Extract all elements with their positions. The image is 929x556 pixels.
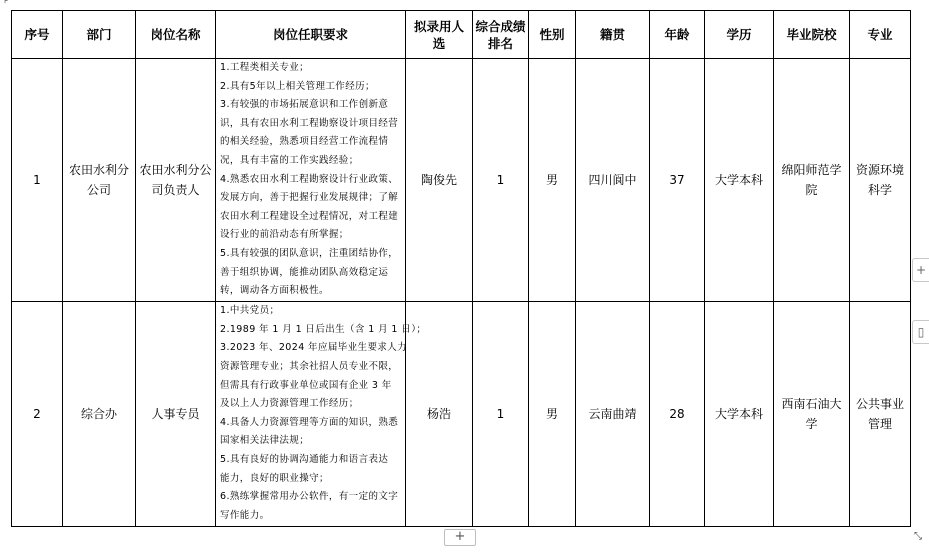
requirement-line: 5.具有良好的协调沟通能力和语言表达 [220,453,389,465]
requirement-line: 设行业的前沿动态有所掌握； [220,229,349,241]
cell-department[interactable]: 综合办 [63,301,136,526]
cell-school[interactable]: 西南石油大学 [774,301,850,526]
requirement-line: 3.有较强的市场拓展意识和工作创新意 [220,99,389,111]
header-index: 序号 [12,11,63,59]
cell-requirements[interactable] [216,301,427,526]
requirement-line: 6.熟练掌握常用办公软件，有一定的文字 [220,491,399,503]
header-hometown: 籍贯 [576,11,650,59]
requirement-line: 农田水利工程建设全过程情况，对工程建 [220,210,399,222]
requirement-line: 发展方向，善于把握行业发展规律；了解 [220,192,399,204]
header-rank: 综合成绩排名 [473,11,529,59]
cell-age[interactable]: 37 [650,59,705,302]
table-row [12,59,911,302]
requirement-line: 1.工程类相关专业； [220,62,310,73]
cell-education[interactable]: 大学本科 [705,301,774,526]
requirement-line: 况，具有丰富的工作实践经验； [220,154,359,166]
requirement-line: 转，调动各方面积极性。 [220,285,329,297]
table-resize-icon[interactable]: ⤡ [914,531,922,542]
header-requirements: 岗位任职要求 [216,11,406,59]
header-department: 部门 [63,11,136,59]
cell-school[interactable]: 绵阳师范学院 [774,59,850,302]
cell-rank[interactable]: 1 [473,59,529,302]
clipboard-icon[interactable]: ▯ [912,320,929,344]
header-gender: 性别 [529,11,576,59]
header-school: 毕业院校 [774,11,850,59]
cell-hometown[interactable]: 四川阆中 [576,59,650,302]
cell-major[interactable]: 资源环境科学 [850,59,911,302]
cell-position[interactable]: 人事专员 [136,301,216,526]
cell-candidate[interactable]: 陶俊先 [406,59,473,302]
header-candidate: 拟录用人选 [406,11,473,59]
requirement-line: 1.中共党员； [220,305,280,317]
cell-gender[interactable]: 男 [529,301,576,526]
requirement-line: 2.具有5年以上相关管理工作经历； [220,80,375,92]
requirement-line: 善于组织协调，能推动团队高效稳定运 [220,266,389,278]
requirement-line: 能力，良好的职业操守； [220,472,329,484]
requirement-line: 及以上人力资源管理工作经历； [220,398,359,410]
cell-rank[interactable]: 1 [473,301,529,526]
cell-age[interactable]: 28 [650,301,705,526]
requirement-line: 但需具有行政事业单位或国有企业 3 年 [220,379,392,391]
header-major: 专业 [850,11,911,59]
requirement-line: 的相关经验，熟悉项目经营工作流程情 [220,136,389,148]
requirement-line: 识，具有农田水利工程勘察设计项目经营 [220,117,399,129]
candidate-table [11,10,911,527]
cell-position[interactable]: 农田水利分公司负责人 [136,59,216,302]
header-education: 学历 [705,11,774,59]
cell-requirements[interactable] [216,59,406,302]
table-row [12,301,911,526]
requirement-line: 国家相关法律法规； [220,435,310,447]
requirement-line: 写作能力。 [220,509,270,521]
header-position: 岗位名称 [136,11,216,59]
requirement-line: 5.具有较强的团队意识，注重团结协作， [220,247,399,259]
cell-index[interactable]: 2 [12,301,63,526]
cell-gender[interactable]: 男 [529,59,576,302]
cell-major[interactable]: 公共事业管理 [850,301,911,526]
cell-hometown[interactable]: 云南曲靖 [576,301,650,526]
cell-education[interactable]: 大学本科 [705,59,774,302]
requirement-line: 4.熟悉农田水利工程勘察设计行业政策、 [220,173,399,185]
insert-column-button[interactable]: + [912,258,929,282]
table-move-handle-icon[interactable]: ⌜ [3,0,9,10]
cell-department[interactable]: 农田水利分公司 [63,59,136,302]
requirement-line: 4.具备人力资源管理等方面的知识，熟悉 [220,416,399,428]
header-age: 年龄 [650,11,705,59]
requirement-line: 3.2023 年、2024 年应届毕业生要求人力 [220,342,408,354]
requirement-line: 资源管理专业；其余社招人员专业不限， [220,360,399,372]
cell-candidate[interactable]: 杨浩 [406,301,473,526]
add-row-button[interactable]: + [444,529,476,546]
header-row [12,11,911,59]
cell-index[interactable]: 1 [12,59,63,302]
requirement-line: 2.1989 年 1 月 1 日后出生（含 1 月 1 日）； [220,323,427,335]
